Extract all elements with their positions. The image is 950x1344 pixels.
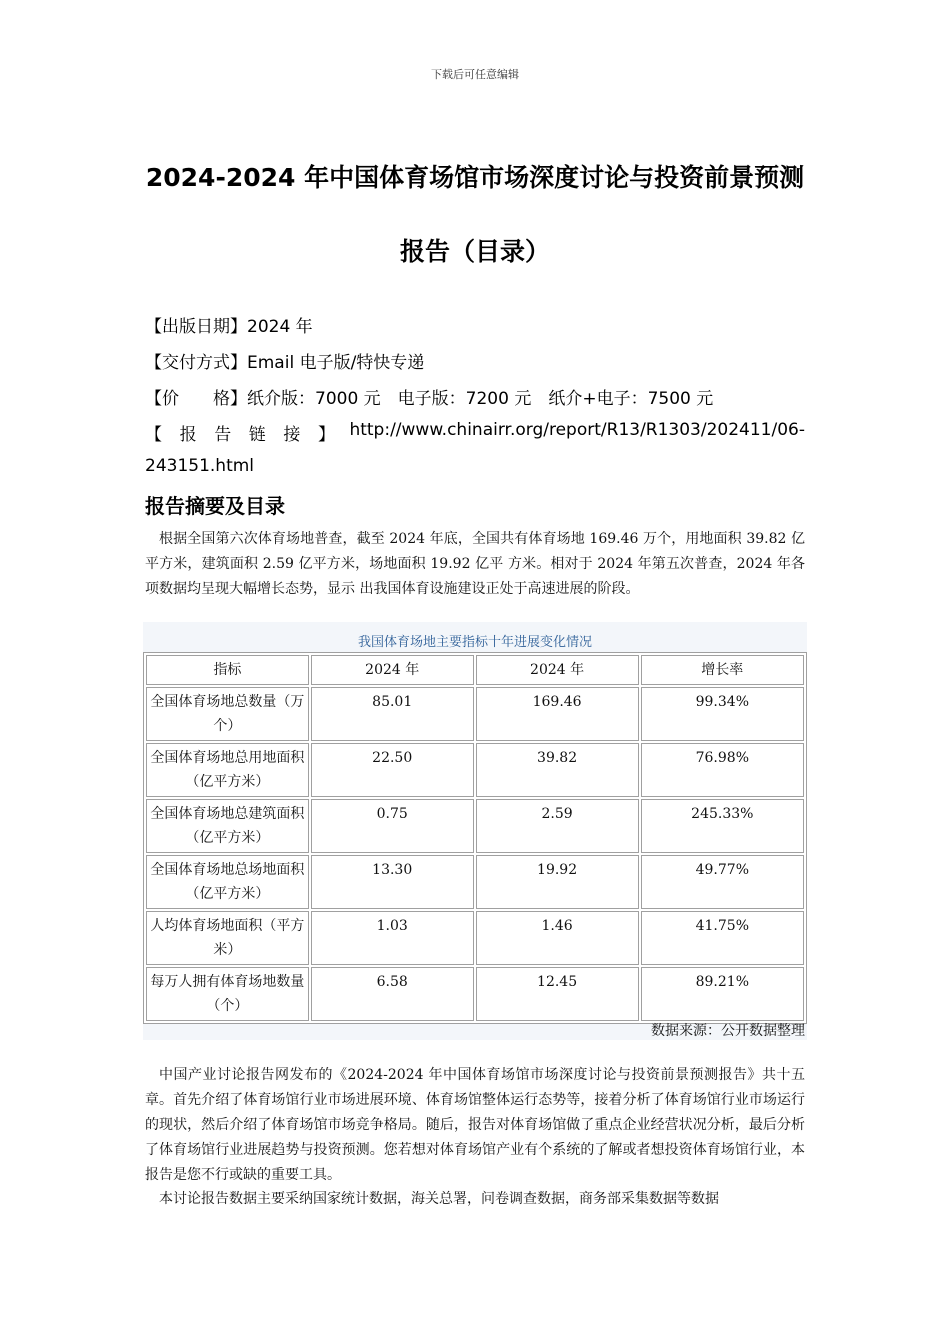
- table-cell-indicator: 全国体育场地总用地面积（亿平方米）: [146, 743, 309, 797]
- price-value: 纸介版：7000 元 电子版：7200 元 纸介+电子：7500 元: [247, 389, 714, 409]
- table-cell: 89.21%: [641, 967, 804, 1021]
- data-paragraph: 本讨论报告数据主要采纳国家统计数据，海关总署，问卷调查数据，商务部采集数据等数据: [159, 1191, 719, 1207]
- data-source-note: 数据来源：公开数据整理: [651, 1023, 805, 1039]
- table-cell: 39.82: [476, 743, 639, 797]
- table-cell: 6.58: [311, 967, 474, 1021]
- report-title-line1: 2024-2024 年中国体育场馆市场深度讨论与投资前景预测: [145, 163, 805, 192]
- table-cell: 76.98%: [641, 743, 804, 797]
- section-heading: 报告摘要及目录: [145, 494, 285, 518]
- indicator-table: [143, 652, 807, 1024]
- table-cell: 22.50: [311, 743, 474, 797]
- table-row: [146, 911, 804, 965]
- table-cell-indicator: 人均体育场地面积（平方米）: [146, 911, 309, 965]
- table-cell: 245.33%: [641, 799, 804, 853]
- table-cell: 0.75: [311, 799, 474, 853]
- delivery-method: 【交付方式】Email 电子版/特快专递: [145, 353, 425, 373]
- table-header-row: [146, 655, 804, 685]
- table-cell-indicator: 全国体育场地总场地面积（亿平方米）: [146, 855, 309, 909]
- table-row: [146, 799, 804, 853]
- table-cell: 13.30: [311, 855, 474, 909]
- table-cell: 169.46: [476, 687, 639, 741]
- table-caption: 我国体育场地主要指标十年进展变化情况: [357, 635, 592, 650]
- table-header-cell: 增长率: [641, 655, 804, 685]
- link-label-char: 】: [317, 425, 335, 445]
- table-cell: 1.03: [311, 911, 474, 965]
- publish-date: 【出版日期】2024 年: [145, 317, 313, 337]
- table-header-cell: 2024 年: [476, 655, 639, 685]
- report-title-line2: 报告（目录）: [399, 237, 550, 266]
- header-note: 下载后可任意编辑: [431, 68, 519, 81]
- link-label-char: 接: [283, 425, 301, 445]
- table-cell: 2.59: [476, 799, 639, 853]
- table-cell-indicator: 每万人拥有体育场地数量（个）: [146, 967, 309, 1021]
- table-cell: 99.34%: [641, 687, 804, 741]
- table-cell: 19.92: [476, 855, 639, 909]
- price-label: 【价 格】: [145, 389, 247, 409]
- table-cell-indicator: 全国体育场地总数量（万个）: [146, 687, 309, 741]
- report-link-url-cont[interactable]: 243151.html: [145, 456, 255, 476]
- price-row: [145, 384, 805, 409]
- indicator-table-figure: [143, 622, 807, 1040]
- table-cell: 85.01: [311, 687, 474, 741]
- table-cell: 12.45: [476, 967, 639, 1021]
- table-cell: 49.77%: [641, 855, 804, 909]
- table-cell: 41.75%: [641, 911, 804, 965]
- table-row: [146, 855, 804, 909]
- summary-paragraph: 根据全国第六次体育场地普查，截至 2024 年底，全国共有体育场地 169.46 万个，用地面积 39.82 亿平方米，建筑面积 2.59 亿平方米，场地面积 19.92 亿平 方米。相对于 2024 年第五次普查，2024 年各项数据均呈现大幅增长态势，显示 出我国体育设施建设正处于高速进展的阶段。: [145, 531, 805, 597]
- table-row: [146, 687, 804, 741]
- report-link-url[interactable]: http://www.chinairr.org/report/R13/R1303/202411/06-: [349, 420, 805, 440]
- link-label-char: 报: [179, 425, 197, 445]
- link-label-char: 告: [214, 425, 232, 445]
- table-row: [146, 743, 804, 797]
- link-label-char: 链: [248, 425, 266, 445]
- table-cell: 1.46: [476, 911, 639, 965]
- table-header-cell: 指标: [146, 655, 309, 685]
- table-cell-indicator: 全国体育场地总建筑面积（亿平方米）: [146, 799, 309, 853]
- link-label-char: 【: [145, 425, 162, 445]
- table-row: [146, 967, 804, 1021]
- intro-paragraph: 中国产业讨论报告网发布的《2024-2024 年中国体育场馆市场深度讨论与投资前景预测报告》共十五章。首先介绍了体育场馆行业市场进展环境、体育场馆整体运行态势等，接着分析了体育场馆行业市场运行的现状，然后介绍了体育场馆市场竞争格局。随后，报告对体育场馆做了重点企业经营状况分析，最后分析了体育场馆行业进展趋势与投资预测。您若想对体育场馆产业有个系统的了解或者想投资体育场馆行业，本报告是您不行或缺的重要工具。: [145, 1067, 805, 1183]
- table-header-cell: 2024 年: [311, 655, 474, 685]
- report-link-row: [145, 420, 805, 445]
- report-link-label: [145, 420, 335, 445]
